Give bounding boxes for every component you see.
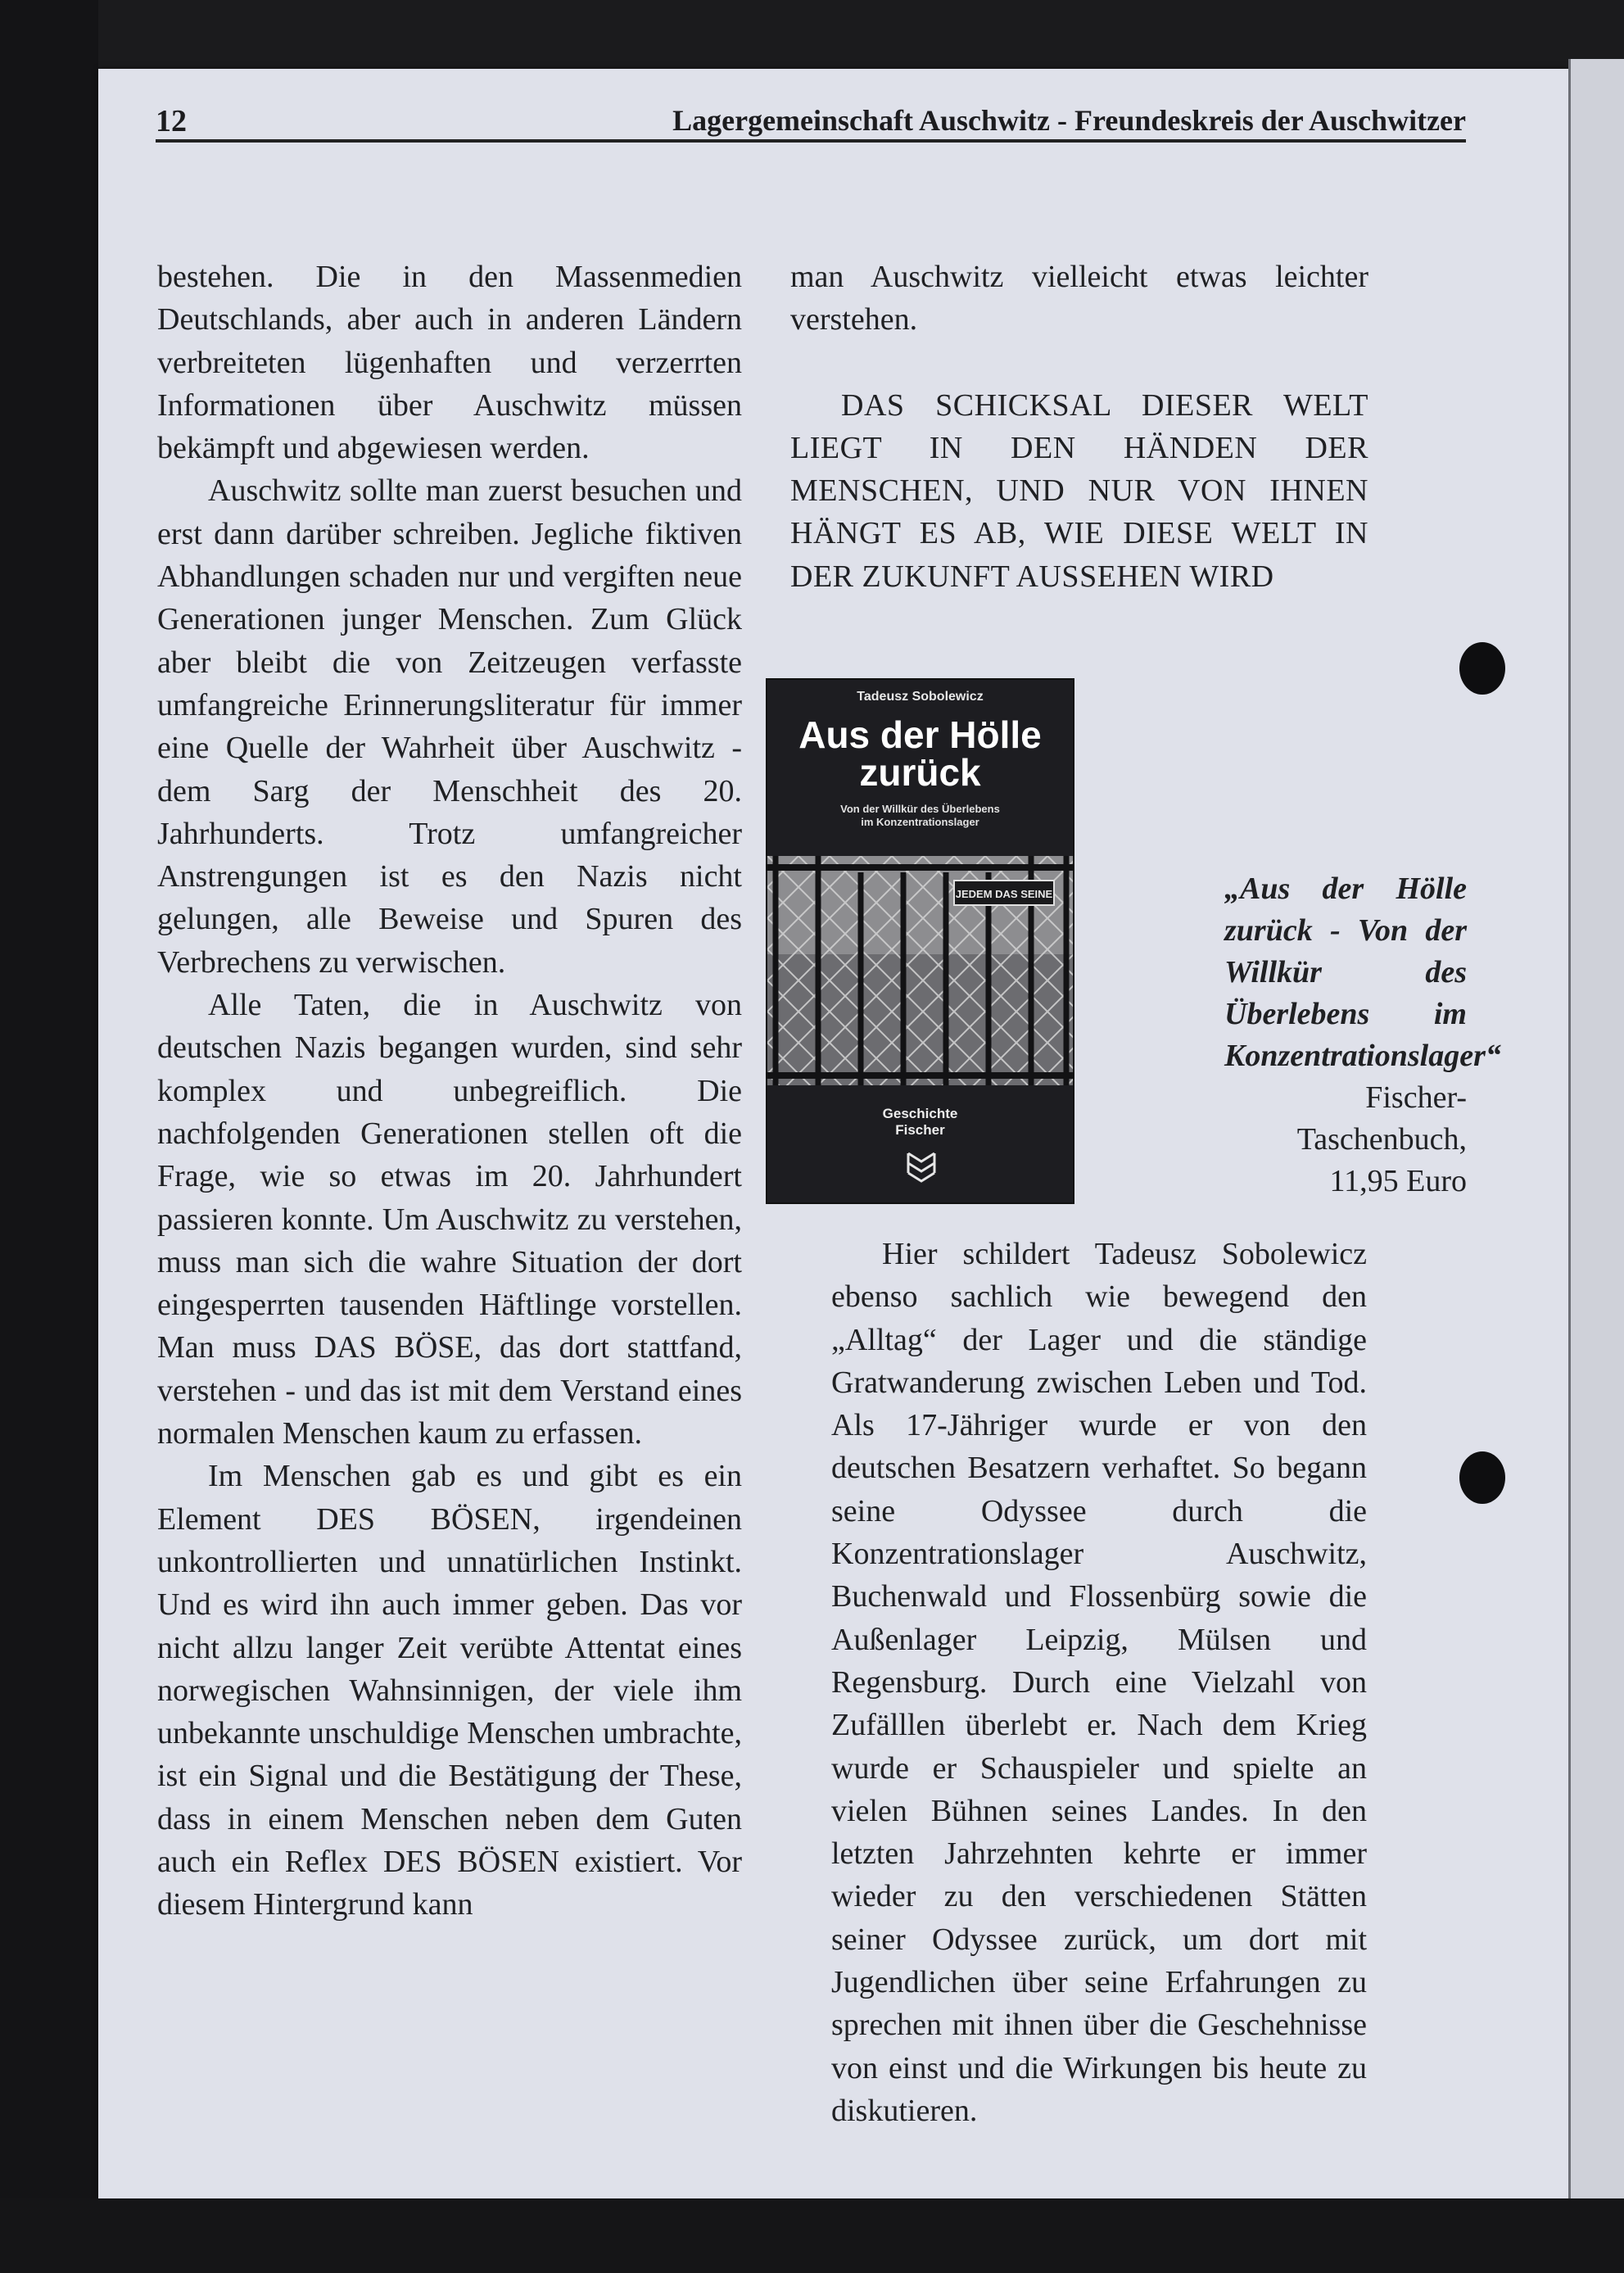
cover-author: Tadeusz Sobolewicz [857,690,984,704]
book-caption-title: „Aus der Hölle zurück - Von der Willkür des Überlebens im Konzentrationslager“ [1224,872,1501,1073]
cover-subtitle-line: Von der Willkür des Überlebens [840,803,1000,815]
paragraph: bestehen. Die in den Massenmedien Deutschlands, aber auch in anderen Ländern verbreiteten lügenhaften und verzerrten Informationen über Auschwitz müssen bekämpft und abgewiesen werden. [157,260,742,466]
scan-background-bottom [0,2198,1624,2273]
paragraph: Im Menschen gab es und gibt es ein Element DES BÖSEN, irgendeinen unkontrollierten und unnatürlichen Instinkt. Und es wird ihn auch immer geben. Das vor nicht allzu langer Zeit verübte Attentat eines norwegischen Wahnsinnigen, der viele ihm unbekannte unschuldige Menschen umbrachte, ist ein Signal und die Bestätigung der These, dass in einem Menschen neben dem Guten auch ein Reflex DES BÖSEN existiert. Vor diesem Hintergrund kann [157,1459,742,1922]
header-rule [156,139,1466,143]
capitalized-statement: DAS SCHICKSAL DIESER WELT LIEGT IN DEN HÄNDEN DER MENSCHEN, UND NUR VON IHNEN HÄNGT ES AB, WIE DIESE WELT IN DER ZUKUNFT AUSSEHEN WIRD [790,387,1368,594]
cover-series-line: Geschichte [882,1106,958,1121]
facing-page-edge [1568,59,1624,2205]
review-paragraph: Hier schildert Tadeusz Sobolewicz ebenso sachlich wie bewegend den „Alltag“ der Lager und die ständige Gratwanderung zwischen Leben und Tod. Als 17-Jähriger wurde er von den deutschen Besatzern verhaftet. So begann seine Odyssee durch die Konzentrationslager Auschwitz, Buchenwald und Flossenbürg sowie die Außenlager Leipzig, Mülsen und Regensburg. Durch eine Vielzahl von Zufälllen überlebt er. Nach dem Krieg wurde er Schauspieler und spielte an vielen Bühnen seines Landes. In den letzten Jahrzehnten kehrte er immer wieder zu den verschiedenen Stätten seiner Odyssee zurück, um dort mit Jugendlichen über seine Erfahrungen zu sprechen mit ihnen über die Geschehnisse von einst und die Wirkungen bis heute zu diskutieren. [831,1237,1367,2128]
cover-series [767,1106,1073,1139]
punch-hole [1459,642,1505,695]
column-right-review [831,1233,1367,2132]
page-number: 12 [156,104,187,138]
column-right-top [790,256,1368,598]
gate-sign-text: JEDEM DAS SEINE [955,888,1053,900]
cover-series-line: Fischer [895,1122,945,1138]
column-left [157,256,742,1927]
paragraph: man Auschwitz vielleicht etwas leichter verstehen. [790,260,1368,337]
cover-subtitle [767,803,1073,829]
book-caption [1224,868,1501,1202]
page-header [156,103,1466,139]
scan-background-left [0,0,98,2273]
publisher-fish-logo-icon [905,1148,938,1188]
cover-subtitle-line: im Konzentrationslager [861,816,979,828]
paragraph: Auschwitz sollte man zuerst besuchen und erst dann darüber schreiben. Jegliche fiktiven Abhandlungen schaden nur und vergiften neue Generationen junger Menschen. Zum Glück aber bleibt die von Zeitzeugen verfasste umfangreiche Erinnerungsliteratur für immer eine Quelle der Wahrheit über Auschwitz - dem Sarg der Menschheit des 20. Jahrhunderts. Trotz umfangreicher Anstrengungen ist es den Nazis nicht gelungen, alle Beweise und Spuren des Verbrechens zu verwischen. [157,473,742,980]
paragraph: Alle Taten, die in Auschwitz von deutschen Nazis begangen wurden, sind sehr komplex und unbegreiflich. Die nachfolgenden Generationen stellen oft die Frage, wie so etwas im 20. Jahrhundert passieren konnte. Um Auschwitz zu verstehen, muss man sich die wahre Situation der dort eingesperrten tausenden Häftlinge vorstellen. Man muss DAS BÖSE, das dort stattfand, verstehen - und das ist mit dem Verstand eines normalen Menschen kaum zu erfassen. [157,988,742,1451]
punch-hole [1459,1451,1505,1504]
cover-title-line: zurück [859,751,981,794]
book-cover-image [766,678,1074,1204]
book-caption-publisher: Fischer-Taschenbuch, 11,95 Euro [1296,1080,1467,1198]
camp-gate-illustration [767,856,1073,1085]
cover-title-line: Aus der Hölle [798,713,1042,756]
cover-title [767,713,1073,794]
running-title: Lagergemeinschaft Auschwitz - Freundeskreis der Auschwitzer [672,104,1466,137]
